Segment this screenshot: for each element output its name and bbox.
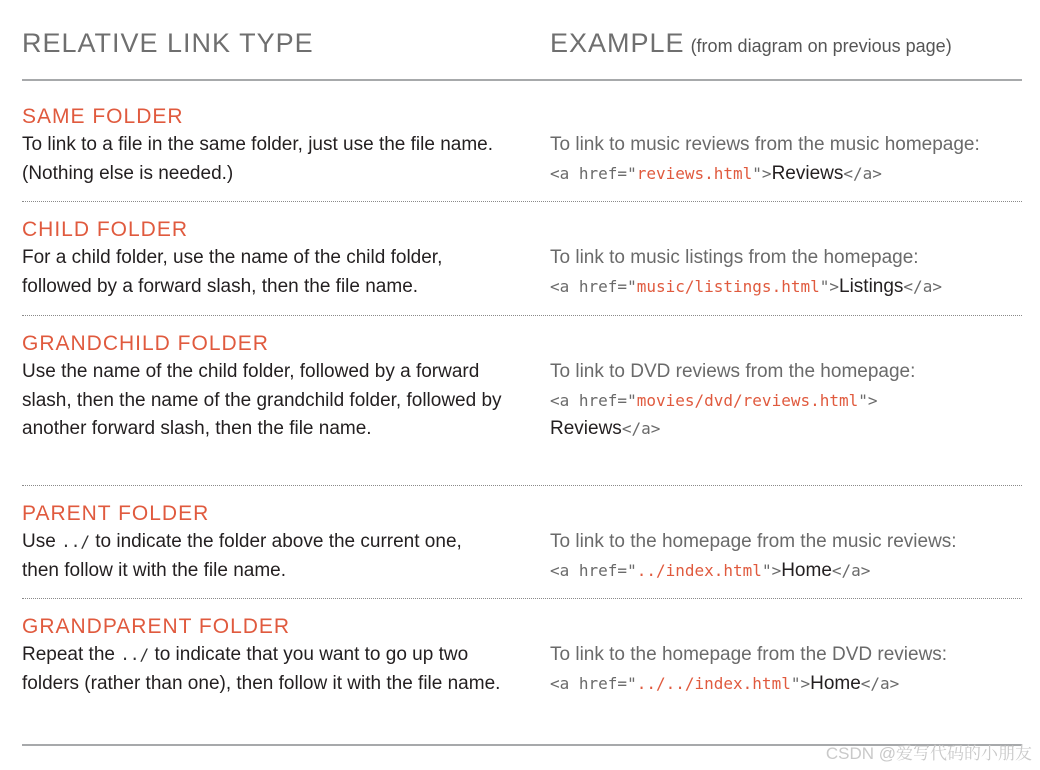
desc-text-after: to indicate that you want to go up two folders (rather than one), then follow it with the file name. (22, 644, 501, 694)
code-open-tag: <a href=" (550, 673, 637, 693)
row-divider (22, 315, 1022, 316)
desc-text-before: Use (22, 531, 56, 552)
row-description: Use the name of the child folder, followed by a forward slash, then the name of the grandchild folder, followed by another forward slash, then the file name. (22, 361, 502, 439)
row-divider (22, 201, 1022, 202)
code-end-tag: </a> (903, 276, 942, 296)
code-close-quote: "> (790, 673, 811, 693)
table-header (22, 28, 1022, 68)
code-open-tag: <a href=" (550, 163, 637, 183)
code-link-text: Listings (839, 275, 904, 297)
column-header-link-type: RELATIVE LINK TYPE (22, 28, 314, 58)
code-close-quote: "> (858, 390, 878, 410)
example-code (550, 273, 1022, 302)
row-title: GRANDCHILD FOLDER (22, 332, 269, 355)
desc-code: ../ (120, 645, 150, 664)
example-code (550, 387, 1022, 444)
row-title: SAME FOLDER (22, 105, 184, 128)
code-link-text: Reviews (771, 162, 844, 184)
row-description: For a child folder, use the name of the child folder, followed by a forward slash, then the file name. (22, 247, 443, 297)
row-divider (22, 598, 1022, 599)
example-code (550, 557, 1022, 586)
code-href: music/listings.html (636, 276, 820, 296)
code-open-tag: <a href=" (550, 560, 637, 580)
example-caption: To link to the homepage from the DVD reviews: (550, 644, 948, 665)
desc-text-after: to indicate the folder above the current one, then follow it with the file name. (22, 531, 462, 581)
code-end-tag: </a> (860, 673, 900, 693)
code-link-text: Home (810, 672, 861, 694)
example-caption: To link to DVD reviews from the homepage: (550, 361, 916, 382)
example-caption: To link to music listings from the homepage: (550, 247, 919, 268)
code-href: ../../index.html (636, 673, 791, 693)
row-title: CHILD FOLDER (22, 218, 189, 241)
desc-code: ../ (61, 532, 90, 551)
code-close-quote: "> (819, 276, 839, 296)
code-close-quote: "> (761, 560, 782, 580)
column-header-example (550, 28, 952, 59)
row-description (22, 528, 502, 585)
code-end-tag: </a> (831, 560, 871, 580)
row-title: GRANDPARENT FOLDER (22, 615, 291, 638)
row-description: To link to a file in the same folder, just use the file name. (Nothing else is needed.) (22, 134, 494, 184)
row-divider (22, 485, 1022, 486)
example-code (550, 160, 1022, 189)
desc-text-before: Repeat the (22, 644, 115, 665)
code-href: movies/dvd/reviews.html (636, 390, 859, 410)
column-header-example-label: EXAMPLE (550, 28, 685, 58)
code-end-tag: </a> (843, 163, 882, 183)
column-header-example-note: (from diagram on previous page) (690, 36, 952, 56)
code-href: ../index.html (636, 560, 762, 580)
code-close-quote: "> (752, 163, 772, 183)
row-description (22, 641, 502, 698)
code-link-text: Reviews (550, 418, 622, 439)
row-title: PARENT FOLDER (22, 502, 210, 525)
example-caption: To link to music reviews from the music homepage: (550, 134, 980, 155)
code-end-tag: </a> (621, 419, 661, 438)
code-open-tag: <a href=" (550, 390, 637, 410)
watermark: CSDN @爱写代码的小朋友 (825, 744, 1032, 763)
code-link-text: Home (781, 559, 832, 581)
example-code (550, 670, 1022, 699)
code-open-tag: <a href=" (550, 276, 637, 296)
code-href: reviews.html (636, 163, 753, 183)
example-caption: To link to the homepage from the music reviews: (550, 531, 957, 552)
header-rule (22, 79, 1022, 81)
